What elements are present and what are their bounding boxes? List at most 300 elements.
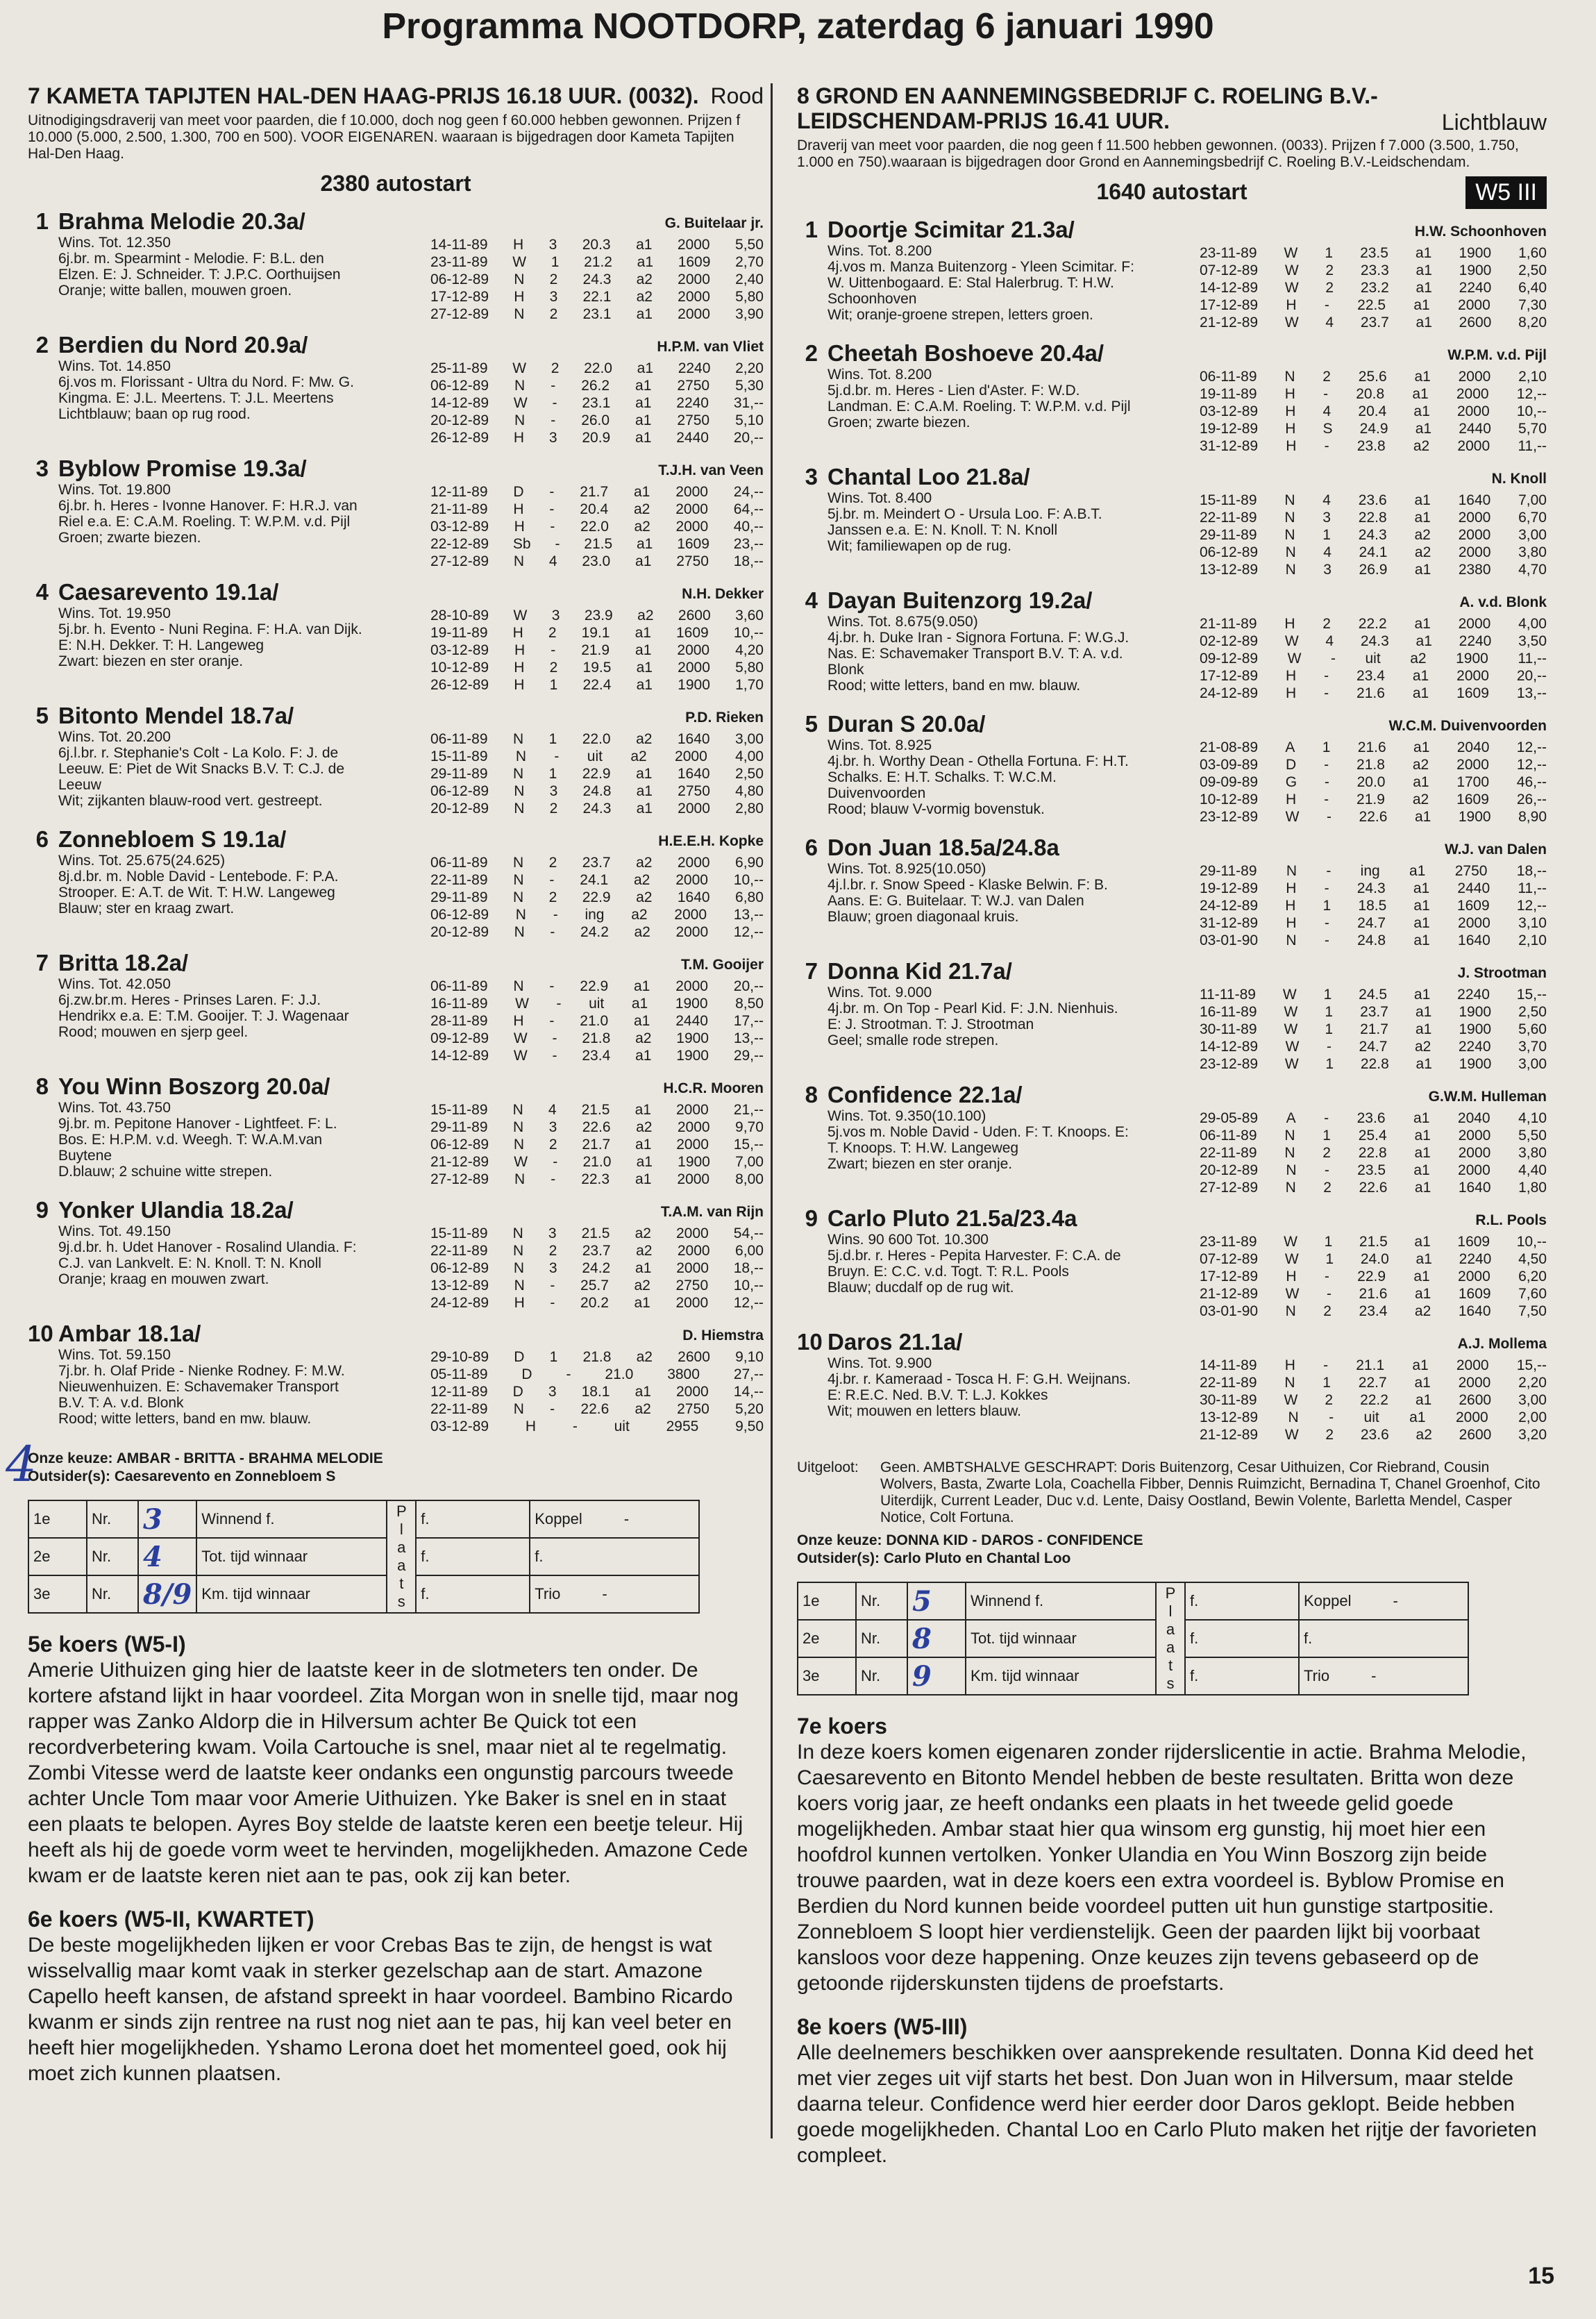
- info-line: Bruyn. E: C.C. v.d. Togt. T: R.L. Pools: [828, 1264, 1069, 1280]
- start-cell: W: [1285, 809, 1300, 825]
- entry-number: 2: [805, 340, 818, 366]
- start-cell: a1: [1413, 915, 1430, 931]
- start-cell: 3,00: [1518, 527, 1547, 543]
- start-cell: 2000: [676, 1225, 709, 1241]
- info-line: Wins. Tot. 20.200: [58, 729, 171, 745]
- recent-starts: [1200, 739, 1547, 826]
- start-cell: 4: [1322, 403, 1332, 419]
- plaats-label: [1156, 1582, 1185, 1695]
- start-cell: 22.9: [582, 889, 611, 905]
- result-label: Km. tijd winnaar: [966, 1657, 1156, 1695]
- start-row: [1200, 685, 1547, 702]
- start-cell: 1: [1322, 1128, 1331, 1144]
- start-cell: N: [512, 1225, 523, 1241]
- start-row: [430, 1277, 764, 1294]
- start-cell: 06-12-89: [430, 271, 489, 287]
- start-cell: N: [1285, 1303, 1296, 1319]
- start-cell: 1900: [1456, 651, 1488, 667]
- start-cell: 20-12-89: [430, 412, 489, 428]
- start-cell: a2: [634, 924, 650, 940]
- start-cell: -: [1324, 685, 1329, 701]
- start-cell: 3: [548, 1119, 557, 1135]
- start-cell: 2240: [1458, 1039, 1491, 1055]
- horse-entry: [797, 464, 1547, 587]
- start-cell: a1: [1414, 1286, 1431, 1302]
- start-cell: a1: [1409, 863, 1426, 879]
- start-cell: -: [550, 1278, 555, 1294]
- start-cell: 23.6: [1356, 1110, 1386, 1126]
- start-cell: a1: [636, 801, 653, 817]
- start-cell: H: [513, 501, 524, 517]
- start-cell: 2,40: [735, 271, 764, 287]
- start-cell: -: [549, 978, 555, 994]
- start-cell: 2000: [677, 855, 710, 871]
- entry-number: 4: [35, 579, 49, 605]
- start-cell: 2750: [675, 1278, 709, 1294]
- recent-starts: [430, 1101, 764, 1188]
- start-row: [430, 676, 764, 694]
- start-cell: 2440: [675, 1013, 708, 1029]
- start-cell: N: [1285, 1180, 1296, 1196]
- info-line: Elzen. E: J. Schneider. T: J.P.C. Oorthuijsen: [58, 267, 341, 283]
- start-cell: 21.6: [1357, 739, 1386, 755]
- start-cell: 6,70: [1518, 510, 1547, 526]
- start-cell: 1,70: [735, 677, 764, 693]
- horse-name: Daros 21.1a/: [828, 1329, 963, 1355]
- trainer-name: A.J. Mollema: [1457, 1336, 1547, 1352]
- start-cell: a1: [1412, 685, 1429, 701]
- start-cell: 06-11-89: [430, 855, 488, 871]
- start-cell: 3800: [667, 1366, 700, 1382]
- start-cell: 11,--: [1518, 880, 1547, 896]
- start-cell: 24.3: [1360, 633, 1389, 649]
- start-row: [430, 730, 764, 748]
- start-cell: 26.9: [1359, 562, 1388, 578]
- start-cell: a1: [636, 783, 653, 799]
- start-cell: 3: [548, 1225, 557, 1241]
- nr-label: Nr.: [87, 1538, 138, 1575]
- start-cell: a1: [637, 360, 654, 376]
- info-line: D.blauw; 2 schuine witte strepen.: [58, 1164, 273, 1180]
- start-cell: -: [1326, 863, 1332, 879]
- start-row: [1200, 368, 1547, 385]
- horse-name: Britta 18.2a/: [58, 950, 189, 976]
- rank-cell: 1e: [28, 1500, 87, 1538]
- horse-name: Ambar 18.1a/: [58, 1321, 201, 1346]
- start-cell: a1: [636, 660, 653, 676]
- start-cell: N: [513, 978, 524, 994]
- start-cell: 09-09-89: [1200, 774, 1259, 790]
- start-cell: H: [1285, 421, 1296, 437]
- start-cell: 22.8: [1358, 1145, 1387, 1161]
- recent-starts: [430, 1225, 764, 1312]
- start-cell: N: [1286, 1162, 1297, 1178]
- start-cell: 2000: [1456, 668, 1489, 684]
- horse-name: Berdien du Nord 20.9a/: [58, 332, 308, 358]
- recent-starts: [1200, 862, 1547, 949]
- start-cell: -: [550, 1295, 555, 1311]
- info-line: Lichtblauw; baan op rug rood.: [58, 406, 251, 422]
- start-row: [430, 854, 764, 871]
- koppel-amount: f.: [1299, 1620, 1468, 1657]
- start-cell: 64,--: [733, 501, 764, 517]
- start-cell: 2: [549, 306, 558, 322]
- start-cell: 2000: [1458, 1145, 1491, 1161]
- start-row: [1200, 314, 1547, 331]
- start-cell: 22.7: [1358, 1375, 1387, 1391]
- start-cell: 20.0: [1356, 774, 1386, 790]
- start-cell: 1: [1323, 987, 1332, 1003]
- start-cell: 21.7: [1360, 1021, 1388, 1037]
- start-cell: -: [553, 1154, 558, 1170]
- start-cell: 23-12-89: [1200, 1056, 1259, 1072]
- start-cell: 3: [551, 608, 560, 623]
- start-row: [430, 1012, 764, 1030]
- recent-starts: [1200, 492, 1547, 578]
- info-line: Rood; witte letters, band en mw. blauw.: [828, 678, 1081, 694]
- start-cell: 27-12-89: [430, 1171, 489, 1187]
- start-cell: 21-12-89: [430, 1154, 489, 1170]
- handwritten-number: 8: [907, 1620, 966, 1657]
- horse-entry: [797, 340, 1547, 464]
- start-cell: 25.7: [580, 1278, 609, 1294]
- start-cell: a1: [635, 378, 652, 394]
- start-row: [1200, 1233, 1547, 1250]
- start-row: [1200, 1250, 1547, 1268]
- start-cell: 12-11-89: [430, 1384, 488, 1400]
- result-label: Tot. tijd winnaar: [196, 1538, 387, 1575]
- start-cell: 2000: [676, 1384, 709, 1400]
- race-7-result-table: [28, 1500, 700, 1614]
- start-cell: -: [1326, 1286, 1332, 1302]
- horse-info: [58, 976, 447, 1040]
- start-cell: 2: [548, 625, 557, 641]
- start-cell: a1: [636, 677, 653, 693]
- start-cell: 5,60: [1518, 1021, 1547, 1037]
- start-cell: 23-11-89: [1200, 1234, 1257, 1250]
- commentary-heading: 8e koers (W5-III): [797, 2014, 968, 2039]
- nr-label: Nr.: [87, 1500, 138, 1538]
- handwritten-number: 3: [138, 1500, 196, 1538]
- handwritten-number: 4: [138, 1538, 196, 1575]
- start-cell: 14-12-89: [1200, 280, 1259, 296]
- info-line: B.V. T: A. v.d. Blonk: [58, 1395, 184, 1411]
- start-cell: -: [549, 1013, 555, 1029]
- start-cell: 1: [1322, 898, 1332, 914]
- start-row: [1200, 1426, 1547, 1443]
- start-cell: N: [512, 855, 524, 871]
- info-line: 7j.br. h. Olaf Pride - Nienke Rodney. F: M.W.: [58, 1363, 345, 1379]
- start-cell: 2600: [1459, 1427, 1492, 1443]
- start-cell: W: [1284, 1056, 1299, 1072]
- start-cell: a1: [1414, 809, 1431, 825]
- dash: -: [1393, 1592, 1398, 1609]
- start-row: [430, 1383, 764, 1400]
- start-cell: 2000: [678, 306, 710, 322]
- start-cell: 4,00: [1518, 616, 1547, 632]
- start-cell: -: [551, 412, 556, 428]
- start-cell: 2,10: [1518, 932, 1547, 948]
- info-line: W. Uittenbogaard. E: Stal Halerbrug. T: H.W.: [828, 275, 1114, 291]
- result-row: [28, 1500, 699, 1538]
- start-cell: -: [550, 924, 555, 940]
- start-cell: 5,80: [735, 289, 764, 305]
- start-row: [1200, 1144, 1547, 1162]
- start-row: [430, 1225, 764, 1242]
- start-cell: a2: [634, 1278, 650, 1294]
- start-cell: 26.0: [581, 412, 610, 428]
- start-cell: -: [1324, 880, 1329, 896]
- start-cell: H: [1286, 297, 1297, 313]
- start-cell: a1: [635, 553, 652, 569]
- recent-starts: [430, 360, 764, 446]
- start-cell: a1: [636, 306, 653, 322]
- start-cell: 1900: [676, 1048, 709, 1064]
- info-line: Schoonhoven: [828, 291, 917, 307]
- start-cell: -: [554, 748, 560, 764]
- start-cell: 1: [1322, 739, 1331, 755]
- race-7-outsiders: Outsider(s): Caesarevento en Zonnebloem S: [28, 1468, 336, 1484]
- start-row: [430, 659, 764, 676]
- start-cell: 06-11-89: [430, 978, 488, 994]
- entry-number: 1: [805, 217, 818, 242]
- nr-label: Nr.: [87, 1575, 138, 1613]
- info-line: Wins. Tot. 9.900: [828, 1355, 932, 1371]
- start-cell: 2000: [674, 907, 707, 923]
- horse-entry: [797, 1205, 1547, 1329]
- start-cell: 29-10-89: [430, 1349, 489, 1365]
- start-row: [430, 1101, 764, 1119]
- start-cell: a1: [1416, 315, 1432, 330]
- race-7-distance: 2380 autostart: [320, 171, 471, 196]
- start-cell: 22.6: [1359, 809, 1388, 825]
- start-cell: 1609: [1456, 685, 1489, 701]
- start-cell: 2: [1323, 1180, 1332, 1196]
- start-cell: 2,00: [1518, 1409, 1547, 1425]
- page-number: 15: [1528, 2263, 1554, 2289]
- start-row: [430, 483, 764, 501]
- horse-info: [58, 1100, 447, 1180]
- start-cell: N: [512, 889, 524, 905]
- entry-number: 5: [35, 703, 49, 728]
- start-cell: H: [512, 625, 523, 641]
- start-cell: H: [1286, 792, 1297, 807]
- start-cell: 19-12-89: [1200, 421, 1259, 437]
- page-title: Programma NOOTDORP, zaterdag 6 januari 1990: [382, 6, 1214, 47]
- start-cell: a1: [634, 1013, 650, 1029]
- start-cell: a2: [636, 271, 653, 287]
- start-cell: W: [1284, 1004, 1298, 1020]
- start-row: [430, 923, 764, 941]
- start-cell: a1: [1413, 739, 1430, 755]
- start-cell: 54,--: [733, 1225, 764, 1241]
- trainer-name: W.P.M. v.d. Pijl: [1447, 347, 1547, 363]
- info-line: T. Knoops. T: H.W. Langeweg: [828, 1140, 1019, 1156]
- start-cell: 22.5: [1357, 297, 1386, 313]
- trainer-name: H.C.R. Mooren: [663, 1080, 764, 1096]
- start-cell: 22-11-89: [1200, 510, 1257, 526]
- start-cell: 21-12-89: [1200, 1427, 1259, 1443]
- start-cell: -: [549, 501, 555, 517]
- start-cell: 13-12-89: [430, 1278, 489, 1294]
- start-cell: 2000: [1456, 757, 1489, 773]
- start-row: [1200, 914, 1547, 932]
- result-label: Tot. tijd winnaar: [966, 1620, 1156, 1657]
- plaats-amount: f.: [1185, 1620, 1299, 1657]
- start-cell: 1640: [1458, 1303, 1491, 1319]
- horse-info: [828, 490, 1216, 554]
- start-cell: 21.7: [580, 484, 609, 500]
- start-cell: 3: [548, 430, 557, 446]
- start-row: [430, 1242, 764, 1259]
- info-line: Wins. Tot. 8.675(9.050): [828, 614, 978, 630]
- start-cell: 21-08-89: [1200, 739, 1259, 755]
- start-cell: -: [551, 378, 556, 394]
- plaats-letter: t: [399, 1575, 404, 1592]
- start-cell: N: [513, 1137, 525, 1153]
- start-cell: N: [514, 412, 526, 428]
- start-row: [430, 288, 764, 305]
- start-cell: 20.3: [582, 237, 611, 253]
- start-cell: 31,--: [733, 395, 764, 411]
- info-line: 4j.l.br. r. Snow Speed - Klaske Belwin. F: B.: [828, 877, 1108, 893]
- info-line: Zwart: biezen en ster oranje.: [58, 653, 244, 669]
- start-cell: 2: [1322, 616, 1331, 632]
- start-cell: 24.8: [1357, 932, 1386, 948]
- horse-name: Carlo Pluto 21.5a/23.4a: [828, 1205, 1077, 1231]
- start-cell: uit: [589, 996, 605, 1012]
- start-cell: 2440: [1459, 421, 1491, 437]
- info-line: E: R.E.C. Ned. B.V. T: L.J. Kokkes: [828, 1387, 1048, 1403]
- start-cell: 25.6: [1358, 369, 1387, 385]
- start-cell: 23.7: [1360, 315, 1389, 330]
- start-row: [430, 1030, 764, 1047]
- handwritten-number: 9: [907, 1657, 966, 1695]
- start-cell: 1609: [1456, 898, 1490, 914]
- start-cell: 24-12-89: [1200, 898, 1259, 914]
- rank-cell: 3e: [28, 1575, 87, 1613]
- race-7-column: [28, 83, 764, 2086]
- start-cell: a1: [1414, 1234, 1431, 1250]
- start-row: [1200, 1055, 1547, 1073]
- start-row: [430, 412, 764, 429]
- start-cell: N: [1284, 527, 1295, 543]
- info-line: 4j.br. h. Duke Iran - Signora Fortuna. F: W.G.J.: [828, 630, 1129, 646]
- start-cell: 2000: [678, 660, 710, 676]
- start-cell: -: [555, 536, 560, 552]
- start-cell: a2: [635, 1401, 651, 1417]
- start-cell: 2: [1325, 280, 1334, 296]
- start-cell: N: [1284, 492, 1295, 508]
- start-cell: 21-12-89: [1200, 315, 1259, 330]
- start-row: [430, 1119, 764, 1136]
- start-cell: 25.4: [1358, 1128, 1387, 1144]
- info-line: 6j.l.br. r. Stephanie's Colt - La Kolo. F: J. de: [58, 745, 339, 761]
- start-cell: H: [512, 237, 524, 253]
- dash: -: [602, 1585, 607, 1602]
- start-cell: 18,--: [733, 1260, 764, 1276]
- koppel-label: Koppel: [1304, 1592, 1352, 1609]
- start-cell: 20.2: [580, 1295, 609, 1311]
- start-cell: 2: [1323, 1303, 1332, 1319]
- start-cell: 2000: [677, 1119, 710, 1135]
- start-cell: 2,20: [735, 360, 764, 376]
- start-cell: 2380: [1458, 562, 1491, 578]
- horse-name: Brahma Melodie 20.3a/: [58, 208, 305, 234]
- start-cell: 2040: [1457, 1110, 1490, 1126]
- start-row: [430, 501, 764, 518]
- start-row: [1200, 403, 1547, 420]
- koppel-label: Koppel: [535, 1510, 582, 1527]
- start-cell: 2600: [1459, 1392, 1492, 1408]
- start-cell: W: [1284, 1427, 1299, 1443]
- start-cell: 17-12-89: [1200, 668, 1259, 684]
- start-cell: 1: [1325, 245, 1334, 261]
- start-cell: 24-12-89: [430, 1295, 489, 1311]
- start-cell: 2: [548, 889, 557, 905]
- plaats-amount: f.: [1185, 1582, 1299, 1620]
- horse-entry: [28, 332, 764, 455]
- start-row: [430, 553, 764, 570]
- start-cell: 46,--: [1516, 774, 1547, 790]
- entry-number: 9: [35, 1197, 49, 1223]
- start-cell: 2000: [676, 1260, 709, 1276]
- trainer-name: N.H. Dekker: [682, 586, 764, 602]
- info-line: Wit; mouwen en letters blauw.: [828, 1403, 1021, 1419]
- info-line: Rood; blauw V-vormig bovenstuk.: [828, 801, 1045, 817]
- start-row: [1200, 262, 1547, 279]
- start-cell: 19-11-89: [430, 625, 488, 641]
- recent-starts: [1200, 1110, 1547, 1196]
- start-cell: a1: [1413, 403, 1430, 419]
- start-cell: 1640: [677, 766, 710, 782]
- start-cell: 1: [1322, 1375, 1331, 1391]
- dash: -: [1371, 1667, 1377, 1684]
- race-8-distance: 1640 autostart: [1096, 179, 1248, 204]
- start-cell: 11,--: [1518, 651, 1547, 667]
- start-cell: a1: [635, 430, 652, 446]
- start-cell: 3,50: [1518, 633, 1547, 649]
- start-cell: W: [1285, 1039, 1300, 1055]
- start-row: [1200, 561, 1547, 578]
- entry-number: 6: [35, 826, 49, 852]
- start-cell: Sb: [512, 536, 531, 552]
- start-cell: a2: [635, 1030, 652, 1046]
- start-cell: 23-11-89: [430, 254, 488, 270]
- entry-number: 1: [35, 208, 49, 234]
- start-cell: 21-12-89: [1200, 1286, 1259, 1302]
- start-cell: 1900: [675, 996, 708, 1012]
- start-cell: 21.9: [1356, 792, 1385, 807]
- start-row: [1200, 986, 1547, 1003]
- start-cell: 21,--: [733, 1102, 764, 1118]
- info-line: Wins. Tot. 19.800: [58, 482, 171, 498]
- start-cell: a1: [1414, 1375, 1431, 1391]
- start-cell: W: [513, 608, 528, 623]
- start-cell: 03-12-89: [430, 642, 489, 658]
- start-cell: 23.6: [1358, 492, 1387, 508]
- start-cell: 22-11-89: [430, 1243, 488, 1259]
- start-cell: 27-12-89: [1200, 1180, 1259, 1196]
- start-cell: 3,80: [1518, 1145, 1547, 1161]
- info-line: Wins. Tot. 8.400: [828, 490, 932, 506]
- start-cell: 2: [551, 360, 560, 376]
- commentary-text: In deze koers komen eigenaren zonder rijderslicentie in actie. Brahma Melodie, Caesarevento en Bitonto Mendel hebben de beste resultaten. Britta won deze koers vorig jaar, ze heeft ondanks een plaats in het tweede gelid goede mogelijkheden. Ambar staat hier qua winsom erg gunstig, hij moet hier een hoofdrol kunnen vertolken. Yonker Ulandia en You Winn Boszorg zijn beide trouwe paarden, wat in deze koers een extra voordeel is. Byblow Promise en Berdien du Nord kunnen beide voordeel putten uit hun gunstige startpositie. Zonnebloem S loopt hier verdienstelijk. Geen der paarden lijkt bij voorbaat kansloos voor deze happening. Onze keuzes zijn tevens gebaseerd op de getoonde rijderskunsten tijdens de proefstarts.: [797, 1741, 1527, 1995]
- start-row: [1200, 544, 1547, 561]
- entry-number: 9: [805, 1205, 818, 1231]
- recent-starts: [430, 1348, 764, 1435]
- start-cell: 2750: [676, 553, 709, 569]
